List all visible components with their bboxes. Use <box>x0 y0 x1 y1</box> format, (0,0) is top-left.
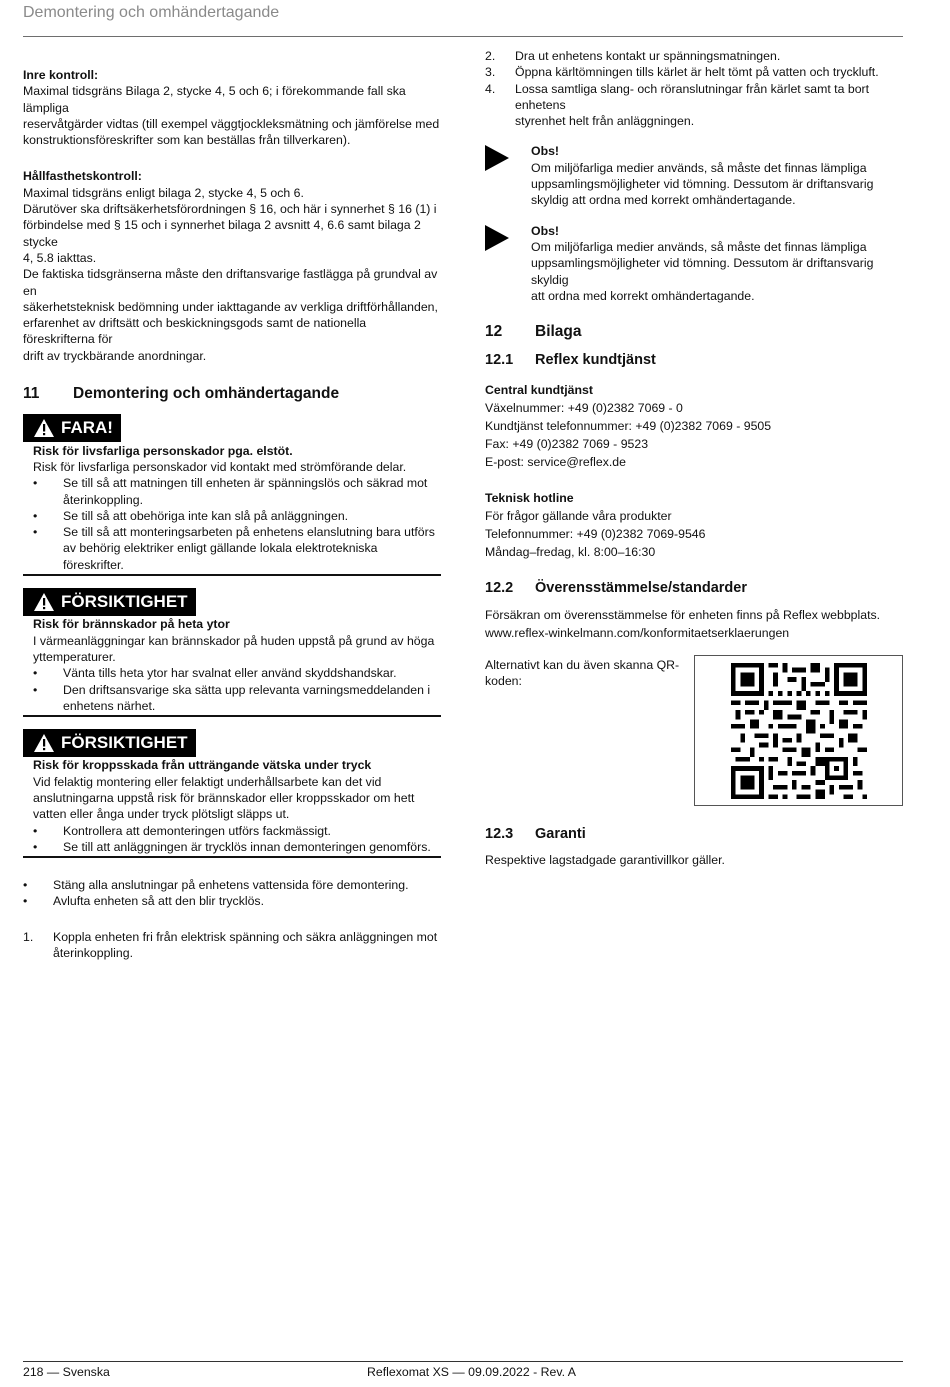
warning-badge <box>23 588 196 616</box>
qr-code-frame <box>694 655 903 806</box>
text-line: uppsamlingsmöjligheter vid tömning. Dessutom är driftansvarig skyldig <box>531 256 874 287</box>
list-item <box>33 665 441 681</box>
conformity-text <box>485 606 903 642</box>
header-rule <box>23 36 903 37</box>
garanti-text: Respektive lagstadgade garantivillkor gäller. <box>485 853 725 868</box>
text-line: erfarenhet av driftsätt och beskickningsgods samt de nationella föreskrifterna för <box>23 316 367 347</box>
list-item <box>33 508 441 524</box>
central-kundtjanst <box>485 381 903 471</box>
text-line: uppsamlingsmöjligheter vid tömning. Dessutom är driftansvarig <box>531 177 874 192</box>
warning-body <box>23 757 441 856</box>
warning-title: Risk för livsfarliga personskador pga. elstöt. <box>33 443 293 458</box>
list-item <box>23 929 441 962</box>
section-number: 12.1 <box>485 352 514 369</box>
text-line: Om miljöfarliga medier används, så måste det finnas lämpliga <box>531 239 867 254</box>
hallfasthet-heading: Hållfasthetskontroll: <box>23 169 142 184</box>
text-line: skyldig att ordna med korrekt omhändertagande. <box>531 193 796 208</box>
text-line: enhetens närhet. <box>63 698 156 713</box>
text-line: säkerhetsteknisk bedömning under iakttagande av verkliga driftförhållanden, <box>23 299 438 314</box>
text-line: Försäkran om överensstämmelse för enheten finns på Reflex webbplats. <box>485 608 881 623</box>
warning-badge <box>23 729 196 757</box>
qr-code-icon[interactable] <box>731 663 867 799</box>
list-item <box>485 64 903 80</box>
section-12-3-heading <box>485 826 903 842</box>
text-line: återinkoppling. <box>53 946 133 961</box>
section-title: Överensstämmelse/standarder <box>535 579 747 596</box>
text-line: • Se till så att matningen till enheten är spänningslös och säkrad mot <box>63 476 428 491</box>
list-item <box>33 682 441 715</box>
demontering-steps <box>23 929 441 962</box>
list-item: • Stäng alla anslutningar på enhetens vattensida före demontering. <box>23 877 441 893</box>
central-heading: Central kundtjänst <box>485 382 593 397</box>
teknisk-hotline <box>485 489 903 561</box>
list-item <box>33 524 441 573</box>
text-line: att ordna med korrekt omhändertagande. <box>531 288 755 303</box>
text-line: • Se till så att monteringsarbeten på enhetens elanslutning bara utförs <box>63 525 435 540</box>
section-title: Reflex kundtjänst <box>535 352 656 369</box>
list-item <box>33 839 441 855</box>
note-title: Obs! <box>531 223 560 238</box>
footer-page-language: 218 — Svenska <box>23 1365 110 1379</box>
step-number: 4. <box>485 81 496 96</box>
text-line: Maximal tidsgräns Bilaga 2, stycke 4, 5 och 6; i förekommande fall ska lämpliga <box>23 84 406 115</box>
text-line: reservåtgärder vidtas (till exempel väggtjockleksmätning och jämförelse med <box>23 116 440 131</box>
note-obs <box>485 143 903 208</box>
text-line: Fax: +49 (0)2382 7069 - 9523 <box>485 436 649 451</box>
warning-triangle-icon <box>33 733 55 753</box>
demontering-bullets <box>23 877 441 910</box>
text-line: • Kontrollera att demonteringen utförs fackmässigt. <box>63 823 331 838</box>
warning-bullets <box>33 665 441 714</box>
step-number: 2. <box>485 49 496 63</box>
text-line: yttemperaturer. <box>33 649 116 664</box>
list-item <box>33 823 441 839</box>
text-line: konstruktionsföreskrifter som kan beställas från tillverkaren). <box>23 133 351 148</box>
warning-body <box>23 616 441 715</box>
text-line: anslutningarna uppstå risk för brännskador eller kroppsskador om hett <box>33 790 415 805</box>
text-line: I värmeanläggningar kan brännskador på huden uppstå på grund av höga <box>33 633 435 648</box>
right-column <box>485 48 903 869</box>
text-line: • Se till att anläggningen är trycklös innan demonteringen genomförs. <box>63 839 431 854</box>
section-12-1-heading <box>485 352 903 368</box>
text-line: www.reflex-winkelmann.com/konformitaetserklaerungen <box>485 626 790 641</box>
section-number: 12.2 <box>485 579 514 596</box>
text-line: återinkoppling. <box>63 492 143 507</box>
text-line: Dra ut enhetens kontakt ur spänningsmatningen. <box>515 49 781 63</box>
footer-rule <box>23 1361 903 1362</box>
qr-caption <box>485 655 679 806</box>
list-item: • Avlufta enheten så att den blir trycklös. <box>23 893 441 909</box>
section-12-2-heading <box>485 580 903 596</box>
warning-forsiktighet-pressure <box>23 729 441 858</box>
text-line: av behörig elektriker enligt gällande lokala elektrotekniska föreskrifter. <box>63 541 378 572</box>
text-line: E-post: service@reflex.de <box>485 454 626 469</box>
qr-section <box>485 655 903 806</box>
note-body <box>531 223 903 304</box>
warning-label: FÖRSIKTIGHET <box>61 591 188 611</box>
text-line: Lossa samtliga slang- och röranslutningar från kärlet samt ta bort enhetens <box>515 81 870 112</box>
inre-kontroll-heading: Inre kontroll: <box>23 68 99 82</box>
text-line: • Den driftsansvarige ska sätta upp relevanta varningsmeddelanden i <box>63 682 431 697</box>
section-title: Garanti <box>535 826 586 843</box>
text-line: Vid felaktig montering eller felaktigt underhållsarbete kan det vid <box>33 774 382 789</box>
hallfasthet-section <box>23 168 441 364</box>
text-line: Kundtjänst telefonnummer: +49 (0)2382 7069 - 9505 <box>485 418 772 433</box>
text-line: Om miljöfarliga medier används, så måste det finnas lämpliga <box>531 160 867 175</box>
warning-title: Risk för kroppsskada från utträngande vätska under tryck <box>33 758 372 773</box>
note-title: Obs! <box>531 144 560 159</box>
note-obs <box>485 223 903 304</box>
text-line: koden: <box>485 674 522 689</box>
text-line: 4, 5.8 iakttas. <box>23 250 97 265</box>
footer-document-info: Reflexomat XS — 09.09.2022 - Rev. A <box>367 1365 576 1379</box>
warning-label: FARA! <box>61 418 113 438</box>
section-number: 12.3 <box>485 826 514 843</box>
warning-forsiktighet-heat <box>23 588 441 717</box>
section-title: Bilaga <box>535 323 582 341</box>
text-line: För frågor gällande våra produkter <box>485 508 672 523</box>
warning-fara <box>23 414 441 576</box>
text-line: Öppna kärltömningen tills kärlet är helt tömt på vatten och tryckluft. <box>515 65 879 80</box>
step-number: 1. <box>23 929 34 944</box>
text-line: • Vänta tills heta ytor har svalnat eller använd skyddshandskar. <box>63 666 397 681</box>
text-line: Måndag–fredag, kl. 8:00–16:30 <box>485 544 656 559</box>
section-number: 12 <box>485 323 503 341</box>
text-line: • Se till så att obehöriga inte kan slå på anläggningen. <box>63 508 349 523</box>
text-line: De faktiska tidsgränserna måste den driftansvarige fastlägga på grundval av en <box>23 267 438 298</box>
arrow-right-icon <box>485 223 531 304</box>
text-line: Maximal tidsgräns enligt bilaga 2, stycke 4, 5 och 6. <box>23 185 304 200</box>
section-number: 11 <box>23 385 40 403</box>
text-line: drift av tryckbärande anordningar. <box>23 348 207 363</box>
note-body <box>531 143 903 208</box>
inre-kontroll-section <box>23 67 441 148</box>
section-title: Demontering och omhändertagande <box>73 385 340 403</box>
text-line: Telefonnummer: +49 (0)2382 7069-9546 <box>485 526 706 541</box>
text-line: förbindelse med § 15 och i synnerhet bilaga 2 avsnitt 4, 6.6 samt bilaga 2 stycke <box>23 218 421 249</box>
section-12-heading <box>485 324 903 340</box>
arrow-right-icon <box>485 143 531 208</box>
warning-body <box>23 443 441 574</box>
warning-triangle-icon <box>33 592 55 612</box>
text-line: Därutöver ska driftsäkerhetsförordningen § 16, och här i synnerhet § 16 (1) i <box>23 202 437 217</box>
left-column <box>23 48 441 961</box>
list-item <box>485 48 903 64</box>
text-line: vatten eller ånga under tryck plötsligt släpps ut. <box>33 807 290 822</box>
warning-triangle-icon <box>33 418 55 438</box>
demontering-steps-cont <box>485 48 903 129</box>
text-line: Risk för livsfarliga personskador vid kontakt med strömförande delar. <box>33 459 407 474</box>
hotline-heading: Teknisk hotline <box>485 490 574 505</box>
section-11-heading <box>23 386 441 402</box>
text-line: styrenhet helt från anläggningen. <box>515 114 695 129</box>
warning-title: Risk för brännskador på heta ytor <box>33 617 230 632</box>
warning-label: FÖRSIKTIGHET <box>61 732 188 752</box>
page-header-title: Demontering och omhändertagande <box>23 4 280 21</box>
warning-bullets <box>33 823 441 856</box>
warning-bullets <box>33 475 441 573</box>
warning-badge <box>23 414 121 442</box>
list-item <box>485 81 903 130</box>
list-item <box>33 475 441 508</box>
text-line: Koppla enheten fri från elektrisk spänning och säkra anläggningen mot <box>53 929 438 944</box>
text-line: Alternativt kan du även skanna QR- <box>485 658 680 673</box>
step-number: 3. <box>485 65 496 80</box>
text-line: Växelnummer: +49 (0)2382 7069 - 0 <box>485 400 683 415</box>
